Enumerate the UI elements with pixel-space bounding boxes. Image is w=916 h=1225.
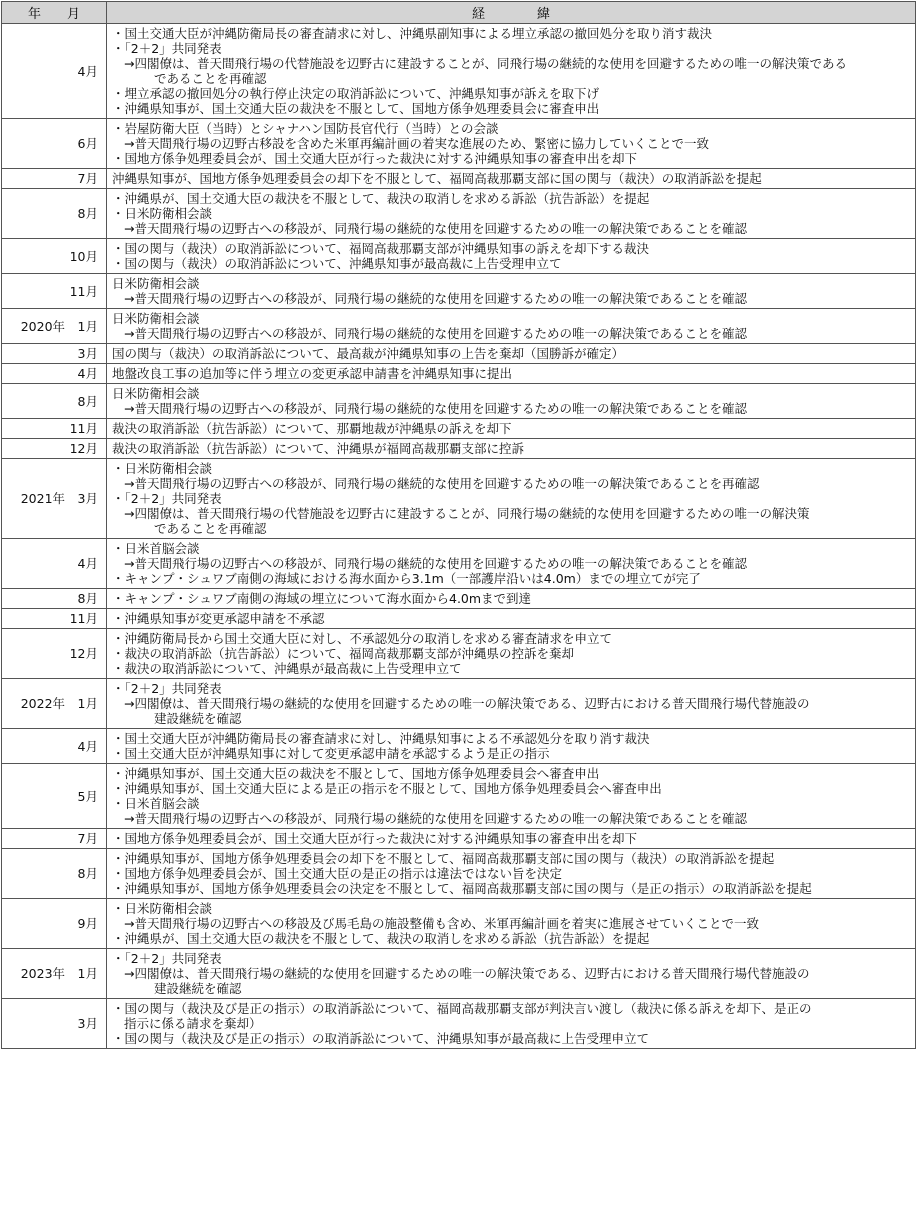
events-column-header: 経 緯 xyxy=(107,2,916,24)
row-date: 10月 xyxy=(2,239,107,274)
event-line: ・国土交通大臣が沖縄県知事に対して変更承認申請を承認するよう是正の指示 xyxy=(112,746,550,761)
table-row xyxy=(2,344,916,364)
event-line: →普天間飛行場の辺野古への移設が、同飛行場の継続的な使用を回避するための唯一の解決策であることを確認 xyxy=(124,326,747,341)
chronology-table xyxy=(1,1,916,1049)
row-events xyxy=(107,384,916,419)
row-events xyxy=(107,419,916,439)
row-date: 4月 xyxy=(2,539,107,589)
table-row xyxy=(2,169,916,189)
event-line: ・岩屋防衛大臣（当時）とシャナハン国防長官代行（当時）との会談 xyxy=(112,121,499,136)
event-line: ・「2＋2」共同発表 xyxy=(112,951,222,966)
row-events xyxy=(107,764,916,829)
event-line: ・「2＋2」共同発表 xyxy=(112,681,222,696)
row-date: 8月 xyxy=(2,384,107,419)
event-line: →普天間飛行場の辺野古への移設が、同飛行場の継続的な使用を回避するための唯一の解決策であることを確認 xyxy=(124,811,747,826)
row-events xyxy=(107,189,916,239)
row-events xyxy=(107,949,916,999)
row-date: 7月 xyxy=(2,169,107,189)
event-line: 日米防衛相会談 xyxy=(112,386,200,401)
row-date: 2022年 1月 xyxy=(2,679,107,729)
table-row xyxy=(2,679,916,729)
event-line: 建設継続を確認 xyxy=(154,711,242,726)
table-row xyxy=(2,849,916,899)
row-events xyxy=(107,439,916,459)
row-date: 8月 xyxy=(2,849,107,899)
event-line: ・日米首脳会談 xyxy=(112,796,200,811)
event-line: 日米防衛相会談 xyxy=(112,311,200,326)
table-row xyxy=(2,609,916,629)
event-line: ・キャンプ・シュワブ南側の海域における海水面から3.1m（一部護岸沿いは4.0m）までの埋立てが完了 xyxy=(112,571,701,586)
table-row xyxy=(2,309,916,344)
table-row xyxy=(2,24,916,119)
table-row xyxy=(2,364,916,384)
event-line: であることを再確認 xyxy=(154,71,267,86)
row-date: 9月 xyxy=(2,899,107,949)
table-row xyxy=(2,729,916,764)
event-line: ・「2＋2」共同発表 xyxy=(112,41,222,56)
table-row xyxy=(2,459,916,539)
event-line: 建設継続を確認 xyxy=(154,981,242,996)
row-events xyxy=(107,679,916,729)
event-line: ・沖縄県知事が、国土交通大臣による是正の指示を不服として、国地方係争処理委員会へ審査申出 xyxy=(112,781,662,796)
row-date: 12月 xyxy=(2,629,107,679)
event-line: →普天間飛行場の辺野古への移設が、同飛行場の継続的な使用を回避するための唯一の解決策であることを確認 xyxy=(124,401,747,416)
row-events xyxy=(107,119,916,169)
event-line: ・裁決の取消訴訟について、沖縄県が最高裁に上告受理申立て xyxy=(112,661,462,676)
row-events xyxy=(107,309,916,344)
table-row xyxy=(2,829,916,849)
event-line: 地盤改良工事の追加等に伴う埋立の変更承認申請書を沖縄県知事に提出 xyxy=(112,366,513,381)
event-line: ・裁決の取消訴訟（抗告訴訟）について、福岡高裁那覇支部が沖縄県の控訴を棄却 xyxy=(112,646,575,661)
event-line: ・国土交通大臣が沖縄防衛局長の審査請求に対し、沖縄県知事による不承認処分を取り消す裁決 xyxy=(112,731,650,746)
row-date: 8月 xyxy=(2,589,107,609)
table-row xyxy=(2,189,916,239)
table-row xyxy=(2,239,916,274)
table-row xyxy=(2,119,916,169)
row-date: 3月 xyxy=(2,344,107,364)
table-row xyxy=(2,764,916,829)
event-line: ・沖縄県知事が、国地方係争処理委員会の却下を不服として、福岡高裁那覇支部に国の関与（裁決）の取消訴訟を提起 xyxy=(112,851,775,866)
event-line: ・沖縄県が、国土交通大臣の裁決を不服として、裁決の取消しを求める訴訟（抗告訴訟）を提起 xyxy=(112,191,650,206)
table-row xyxy=(2,949,916,999)
event-line: →四閣僚は、普天間飛行場の継続的な使用を回避するための唯一の解決策である、辺野古における普天間飛行場代替施設の xyxy=(124,966,810,981)
event-line: ・国の関与（裁決）の取消訴訟について、沖縄県知事が最高裁に上告受理申立て xyxy=(112,256,562,271)
table-row xyxy=(2,439,916,459)
row-date: 5月 xyxy=(2,764,107,829)
event-line: 裁決の取消訴訟（抗告訴訟）について、沖縄県が福岡高裁那覇支部に控訴 xyxy=(112,441,525,456)
event-line: →普天間飛行場の辺野古への移設が、同飛行場の継続的な使用を回避するための唯一の解決策であることを確認 xyxy=(124,221,747,236)
event-line: ・沖縄県知事が、国土交通大臣の裁決を不服として、国地方係争処理委員会に審査申出 xyxy=(112,101,600,116)
row-events xyxy=(107,729,916,764)
table-row xyxy=(2,999,916,1049)
row-events xyxy=(107,539,916,589)
event-line: →普天間飛行場の辺野古への移設が、同飛行場の継続的な使用を回避するための唯一の解決策であることを確認 xyxy=(124,556,747,571)
event-line: 裁決の取消訴訟（抗告訴訟）について、那覇地裁が沖縄県の訴えを却下 xyxy=(112,421,512,436)
table-row xyxy=(2,589,916,609)
row-events xyxy=(107,629,916,679)
row-date: 11月 xyxy=(2,419,107,439)
event-line: ・国土交通大臣が沖縄防衛局長の審査請求に対し、沖縄県副知事による埋立承認の撤回処分を取り消す裁決 xyxy=(112,26,713,41)
event-line: ・沖縄防衛局長から国土交通大臣に対し、不承認処分の取消しを求める審査請求を申立て xyxy=(112,631,613,646)
table-row xyxy=(2,384,916,419)
row-date: 8月 xyxy=(2,189,107,239)
event-line: ・国の関与（裁決及び是正の指示）の取消訴訟について、沖縄県知事が最高裁に上告受理申立て xyxy=(112,1031,650,1046)
event-line: →四閣僚は、普天間飛行場の継続的な使用を回避するための唯一の解決策である、辺野古における普天間飛行場代替施設の xyxy=(124,696,810,711)
row-date: 6月 xyxy=(2,119,107,169)
event-line: ・国地方係争処理委員会が、国土交通大臣が行った裁決に対する沖縄県知事の審査申出を却下 xyxy=(112,151,638,166)
row-date: 2023年 1月 xyxy=(2,949,107,999)
event-line: ・日米首脳会談 xyxy=(112,541,200,556)
row-date: 3月 xyxy=(2,999,107,1049)
event-line: ・沖縄県が、国土交通大臣の裁決を不服として、裁決の取消しを求める訴訟（抗告訴訟）を提起 xyxy=(112,931,650,946)
event-line: 日米防衛相会談 xyxy=(112,276,200,291)
event-line: ・沖縄県知事が、国土交通大臣の裁決を不服として、国地方係争処理委員会へ審査申出 xyxy=(112,766,600,781)
row-date: 4月 xyxy=(2,729,107,764)
event-line: ・「2＋2」共同発表 xyxy=(112,491,222,506)
table-row xyxy=(2,629,916,679)
table-row xyxy=(2,419,916,439)
row-events xyxy=(107,609,916,629)
row-events xyxy=(107,239,916,274)
event-line: ・埋立承認の撤回処分の執行停止決定の取消訴訟について、沖縄県知事が訴えを取下げ xyxy=(112,86,600,101)
row-events xyxy=(107,344,916,364)
table-row xyxy=(2,899,916,949)
table-row xyxy=(2,274,916,309)
row-events xyxy=(107,589,916,609)
event-line: ・国の関与（裁決及び是正の指示）の取消訴訟について、福岡高裁那覇支部が判決言い渡し（裁決に係る訴えを却下、是正の xyxy=(112,1001,812,1016)
row-date: 2020年 1月 xyxy=(2,309,107,344)
event-line: であることを再確認 xyxy=(154,521,267,536)
row-events xyxy=(107,999,916,1049)
row-events xyxy=(107,459,916,539)
event-line: 沖縄県知事が、国地方係争処理委員会の却下を不服として、福岡高裁那覇支部に国の関与（裁決）の取消訴訟を提起 xyxy=(112,171,762,186)
event-line: 指示に係る請求を棄却） xyxy=(124,1016,262,1031)
event-line: →普天間飛行場の辺野古への移設が、同飛行場の継続的な使用を回避するための唯一の解決策であることを再確認 xyxy=(124,476,760,491)
table-header-row xyxy=(2,2,916,24)
row-events xyxy=(107,169,916,189)
event-line: →普天間飛行場の辺野古移設を含めた米軍再編計画の着実な進展のため、緊密に協力していくことで一致 xyxy=(124,136,709,151)
row-date: 2021年 3月 xyxy=(2,459,107,539)
event-line: ・沖縄県知事が変更承認申請を不承認 xyxy=(112,611,325,626)
event-line: ・日米防衛相会談 xyxy=(112,461,213,476)
date-column-header: 年 月 xyxy=(2,2,107,24)
row-date: 11月 xyxy=(2,274,107,309)
row-events xyxy=(107,899,916,949)
table-row xyxy=(2,539,916,589)
table-body xyxy=(2,24,916,1049)
event-line: ・沖縄県知事が、国地方係争処理委員会の決定を不服として、福岡高裁那覇支部に国の関与（是正の指示）の取消訴訟を提起 xyxy=(112,881,812,896)
row-events xyxy=(107,849,916,899)
row-events xyxy=(107,829,916,849)
event-line: ・日米防衛相会談 xyxy=(112,901,213,916)
event-line: →四閣僚は、普天間飛行場の代替施設を辺野古に建設することが、同飛行場の継続的な使用を回避するための唯一の解決策 xyxy=(124,506,810,521)
event-line: →四閣僚は、普天間飛行場の代替施設を辺野古に建設することが、同飛行場の継続的な使用を回避するための唯一の解決策である xyxy=(124,56,847,71)
row-date: 12月 xyxy=(2,439,107,459)
row-date: 4月 xyxy=(2,24,107,119)
event-line: ・国地方係争処理委員会が、国土交通大臣の是正の指示は違法ではない旨を決定 xyxy=(112,866,563,881)
event-line: 国の関与（裁決）の取消訴訟について、最高裁が沖縄県知事の上告を棄却（国勝訴が確定） xyxy=(112,346,625,361)
event-line: →普天間飛行場の辺野古への移設及び馬毛島の施設整備も含め、米軍再編計画を着実に進展させていくことで一致 xyxy=(124,916,759,931)
row-date: 7月 xyxy=(2,829,107,849)
event-line: ・国の関与（裁決）の取消訴訟について、福岡高裁那覇支部が沖縄県知事の訴えを却下する裁決 xyxy=(112,241,650,256)
event-line: ・キャンプ・シュワブ南側の海域の埋立について海水面から4.0mまで到達 xyxy=(112,591,532,606)
row-date: 4月 xyxy=(2,364,107,384)
row-events xyxy=(107,24,916,119)
row-events xyxy=(107,274,916,309)
row-events xyxy=(107,364,916,384)
row-date: 11月 xyxy=(2,609,107,629)
event-line: ・国地方係争処理委員会が、国土交通大臣が行った裁決に対する沖縄県知事の審査申出を却下 xyxy=(112,831,638,846)
event-line: ・日米防衛相会談 xyxy=(112,206,213,221)
event-line: →普天間飛行場の辺野古への移設が、同飛行場の継続的な使用を回避するための唯一の解決策であることを確認 xyxy=(124,291,747,306)
